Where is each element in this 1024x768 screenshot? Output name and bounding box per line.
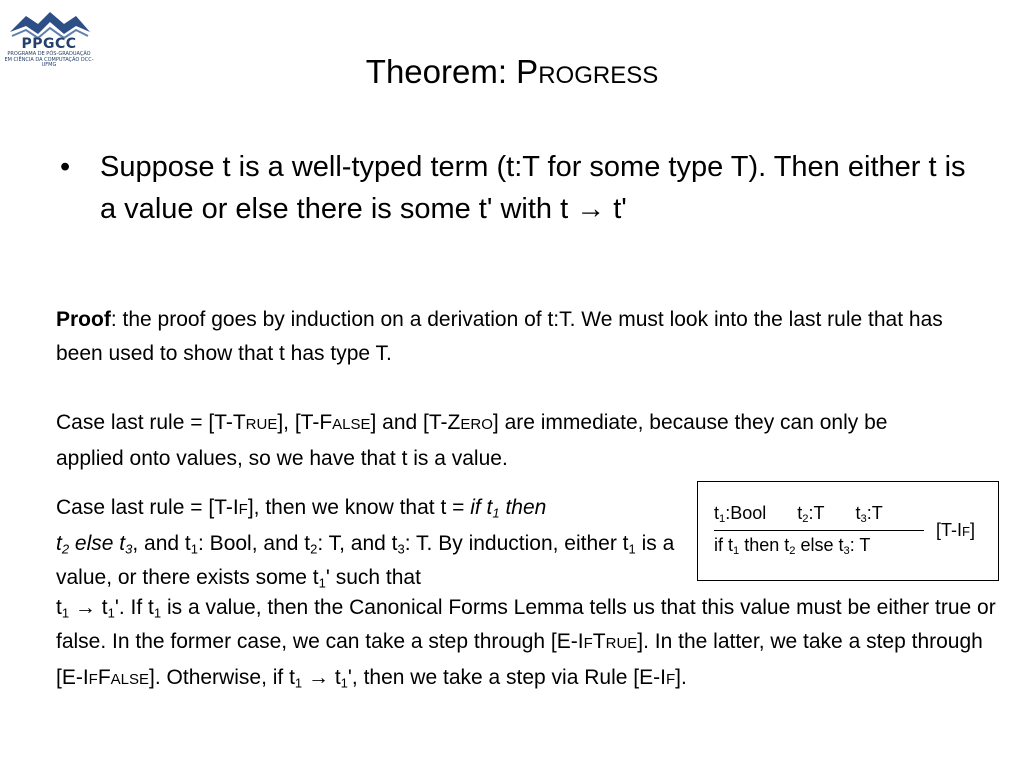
case3-text-e: ]. Otherwise, if t — [149, 666, 295, 689]
inference-line — [714, 530, 924, 531]
case3-iftrue-t: T — [592, 630, 606, 653]
case3-text-c: is a value, then the Canonical Forms Lemma tells us that this value must be either true or false. In the former case, we can take a step through [E-I — [56, 596, 996, 653]
case2-if-sc: F — [238, 501, 248, 518]
case3-iffalse-f: F — [97, 666, 111, 689]
case2-t2: t — [56, 532, 62, 555]
case2-text-d: : Bool, and t — [198, 532, 311, 555]
case1-false-sc: ALSE — [332, 416, 371, 433]
proof-text: : the proof goes by induction on a derivation of t:T. We must look into the last rule that has been used to show that t has type T. — [56, 308, 943, 365]
case2-else: else t — [69, 532, 126, 555]
case1-zero-sc: ERO — [460, 416, 493, 433]
rule-name-b: ] — [969, 520, 975, 540]
sub-1: 1 — [318, 575, 326, 591]
sub-2: 2 — [802, 512, 809, 525]
case2-text-g: is a value, or there exists some t — [56, 532, 675, 589]
sub-1: 1 — [719, 512, 726, 525]
case3-text-g: ', then we take a step via Rule [E-I — [347, 666, 666, 689]
bullet-marker: • — [60, 151, 71, 183]
case1-text-c: ] and [T-Z — [370, 411, 461, 434]
case3-text-a: t — [56, 596, 62, 619]
sub-1: 1 — [294, 675, 303, 691]
proof-label: Proof — [56, 308, 111, 331]
case1-true-sc: RUE — [245, 416, 278, 433]
rule-premises — [714, 502, 883, 524]
case2-text-c: , and t — [132, 532, 191, 555]
case-immediate-paragraph — [56, 406, 956, 476]
sub-1: 1 — [153, 605, 162, 621]
case2-text-e: : T, and t — [317, 532, 398, 555]
case3-arrow: → t — [69, 596, 108, 619]
slide-title — [0, 52, 1024, 96]
case2-then: then — [499, 496, 547, 519]
sub-3: 3 — [125, 541, 133, 557]
case-if-continuation — [56, 591, 996, 697]
case3-if-sc: F — [665, 671, 676, 688]
case3-iffalse-sc2: ALSE — [110, 671, 150, 688]
conclusion-c: else t — [795, 535, 844, 555]
logo-roof-graphic — [4, 6, 94, 40]
case-if-paragraph — [56, 491, 696, 595]
typing-rule-box — [697, 481, 999, 581]
sub-2: 2 — [61, 541, 70, 557]
conclusion-d: : T — [849, 535, 871, 555]
conclusion-a: if t — [714, 535, 734, 555]
title-smallcaps: ROGRESS — [538, 62, 659, 89]
case2-text-b: ], then we know that t = — [247, 496, 471, 519]
logo-subtitle: PROGRAMA DE PÓS-GRADUAÇÃO EM CIÊNCIA DA COMPUTAÇÃO DCC-UFMG — [4, 51, 94, 69]
sub-2: 2 — [789, 544, 796, 557]
sub-1: 1 — [340, 675, 348, 691]
case2-text-a: Case last rule = [T-I — [56, 496, 239, 519]
premise-3-t: t — [855, 503, 861, 523]
rule-name-a: [T-I — [936, 520, 962, 540]
case3-iffalse-sc1: F — [88, 671, 98, 688]
sub-1: 1 — [61, 605, 70, 621]
premise-1-type: :Bool — [725, 503, 767, 523]
premise-1-t: t — [714, 503, 720, 523]
case2-if-t: if t — [470, 496, 493, 519]
rule-name-sc: F — [962, 524, 970, 539]
sub-3: 3 — [843, 544, 850, 557]
sub-2: 2 — [310, 541, 318, 557]
case1-text-d: ] are immediate, because they can only be applied onto values, so we have that t is a value. — [56, 411, 888, 470]
premise-1 — [714, 503, 766, 523]
case3-iftrue-sc1: F — [583, 635, 593, 652]
sub-1: 1 — [492, 505, 500, 521]
title-lead: Theorem: P — [365, 53, 539, 90]
sub-1: 1 — [107, 605, 115, 621]
premise-2-t: t — [797, 503, 803, 523]
rule-conclusion — [714, 534, 870, 556]
sub-1: 1 — [733, 544, 740, 557]
premise-3-type: :T — [866, 503, 883, 523]
proof-paragraph — [56, 303, 956, 371]
conclusion-b: then t — [739, 535, 790, 555]
rule-name — [936, 519, 975, 543]
case1-text-b: ], [T-F — [277, 411, 333, 434]
theorem-statement — [60, 146, 980, 230]
sub-1: 1 — [190, 541, 199, 557]
premise-3 — [856, 503, 883, 523]
case3-iftrue-sc2: RUE — [605, 635, 638, 652]
sub-3: 3 — [860, 512, 867, 525]
case3-text-h: ]. — [675, 666, 687, 689]
case3-text-f: → t — [302, 666, 341, 689]
premise-2-type: :T — [808, 503, 825, 523]
premise-2 — [797, 503, 824, 523]
case3-text-b: '. If t — [114, 596, 154, 619]
case2-text-h: ' such that — [325, 566, 421, 589]
sub-1: 1 — [628, 541, 636, 557]
sub-3: 3 — [397, 541, 405, 557]
case1-text-a: Case last rule = [T-T — [56, 411, 246, 434]
logo-text: PPGCC — [21, 36, 77, 52]
case2-text-f: : T. By induction, either t — [404, 532, 629, 555]
bullet-text: Suppose t is a well-typed term (t:T for some type T). Then either t is a value or else there is some t' with t → t' — [100, 151, 966, 225]
case3-text-d: ]. In the latter, we take a step through [E-I — [56, 630, 983, 689]
